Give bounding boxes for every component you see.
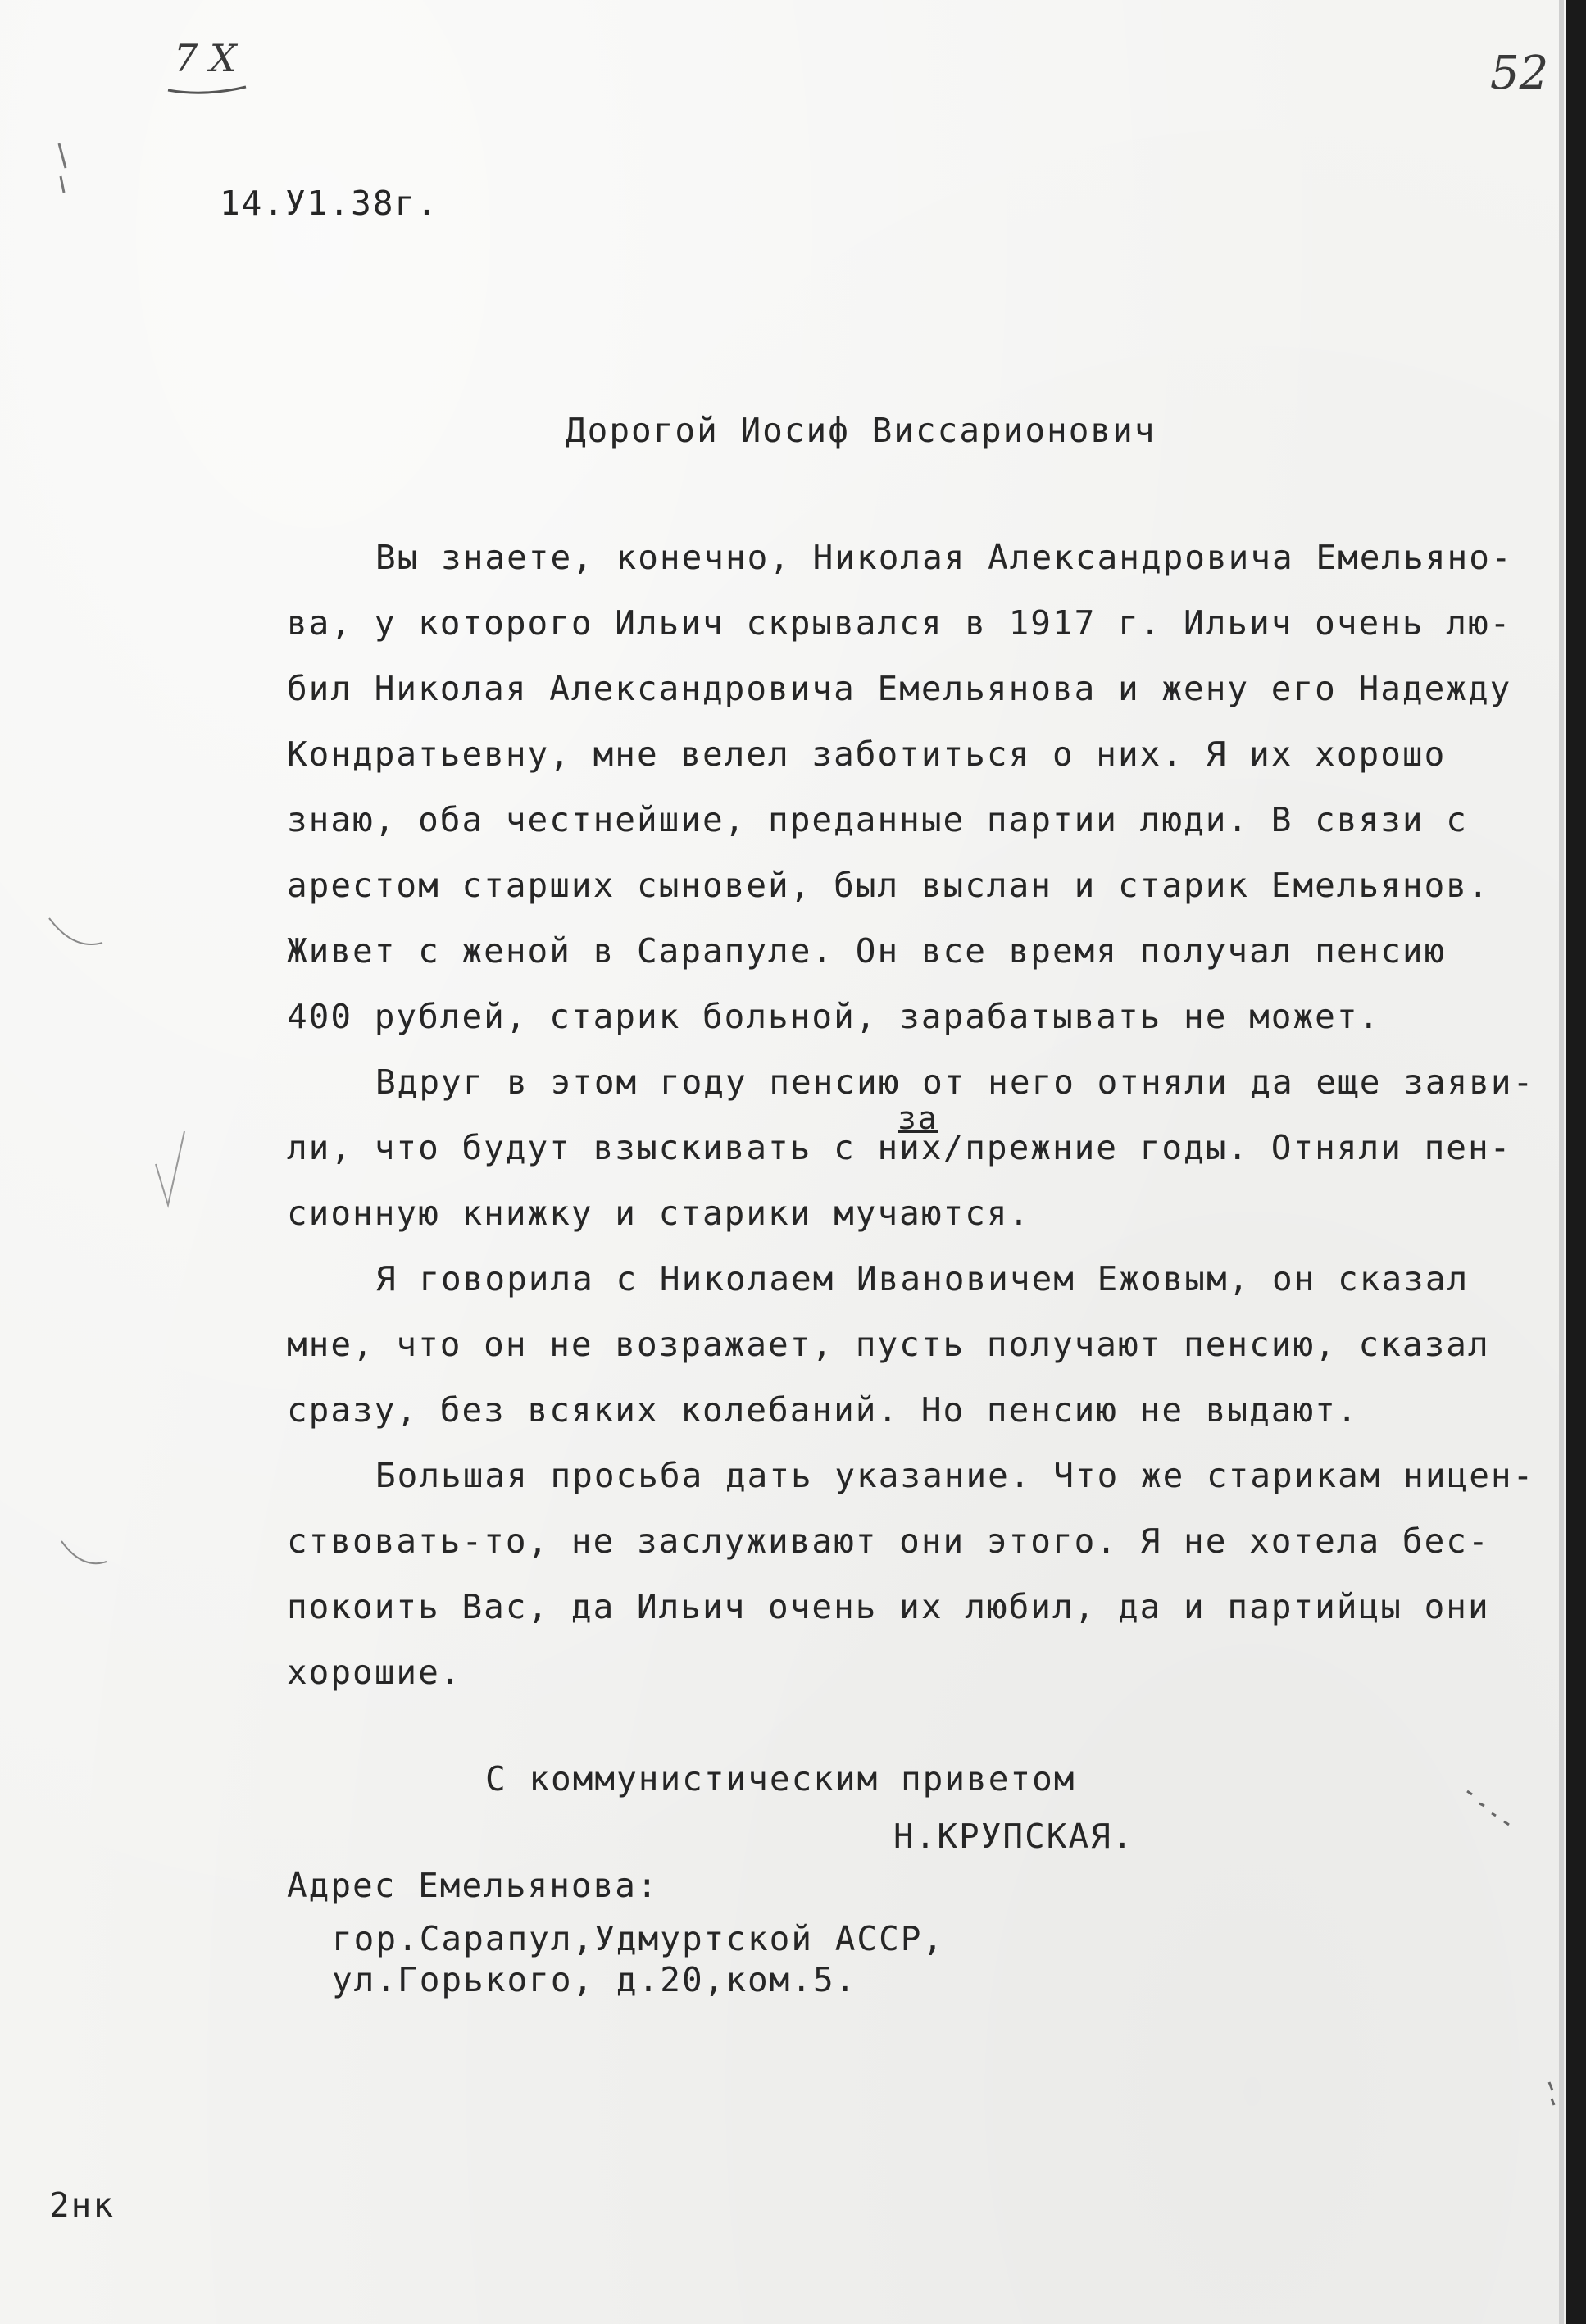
speck	[1549, 2082, 1554, 2105]
body-line: 400 рублей, старик больной, зарабатывать не может.	[287, 997, 1381, 1036]
body-line: арестом старших сыновей, был выслан и старик Емельянов.	[287, 866, 1490, 905]
body-line: ствовать-то, не заслуживают они этого. Я не хотела бес-	[287, 1521, 1490, 1561]
body-line: Кондратьевну, мне велел заботиться о них. Я их хорошо	[287, 734, 1447, 774]
letter-date: 14.У1.38г.	[220, 184, 439, 223]
body-line: Я говорила с Николаем Ивановичем Ежовым, он сказал	[375, 1259, 1470, 1298]
margin-arc	[61, 1541, 107, 1563]
body-line: мне, что он не возражает, пусть получают пенсию, сказал	[287, 1325, 1490, 1364]
body-line: ли, что будут взыскивать с них/прежние годы. Отняли пен-	[287, 1128, 1512, 1167]
body-line: знаю, оба честнейшие, преданные партии люди. В связи с	[287, 800, 1468, 839]
insertion-mark: за	[898, 1100, 938, 1136]
body-line: покоить Вас, да Ильич очень их любил, да и партийцы они	[287, 1587, 1490, 1626]
signature: Н.КРУПСКАЯ.	[893, 1817, 1134, 1856]
salutation: Дорогой Иосиф Виссарионович	[566, 411, 1157, 450]
body-line: ва, у которого Ильич скрывался в 1917 г. Ильич очень лю-	[287, 603, 1512, 643]
body-line: бил Николая Александровича Емельянова и жену его Надежду	[287, 669, 1512, 708]
body-line: Большая просьба дать указание. Что же старикам ницен-	[375, 1456, 1535, 1495]
address-line: гор.Сарапул,Удмуртской АССР,	[332, 1919, 945, 1958]
body-line: сионную книжку и старики мучаются.	[287, 1194, 1031, 1233]
margin-arc	[49, 918, 102, 944]
archive-underline	[168, 87, 246, 93]
page-number: 52	[1490, 47, 1549, 100]
archive-mark: 7 X	[174, 36, 237, 80]
margin-tick	[59, 143, 66, 193]
body-line: сразу, без всяких колебаний. Но пенсию не выдают.	[287, 1390, 1359, 1430]
body-line: Вдруг в этом году пенсию от него отняли да еще заяви-	[375, 1062, 1535, 1102]
address-label: Адрес Емельянова:	[287, 1866, 659, 1905]
scan-border	[1566, 0, 1586, 2324]
body-line: хорошие.	[287, 1653, 462, 1692]
check-mark	[156, 1131, 184, 1205]
closing: С коммунистическим приветом	[485, 1759, 1076, 1799]
speck-group	[1467, 1791, 1509, 1825]
body-line: Вы знаете, конечно, Николая Александровича Емельяно-	[375, 538, 1513, 577]
footer-code: 2нк	[49, 2185, 116, 2225]
body-line: Живет с женой в Сарапуле. Он все время получал пенсию	[287, 931, 1447, 971]
address-line: ул.Горького, д.20,ком.5.	[332, 1960, 857, 1999]
